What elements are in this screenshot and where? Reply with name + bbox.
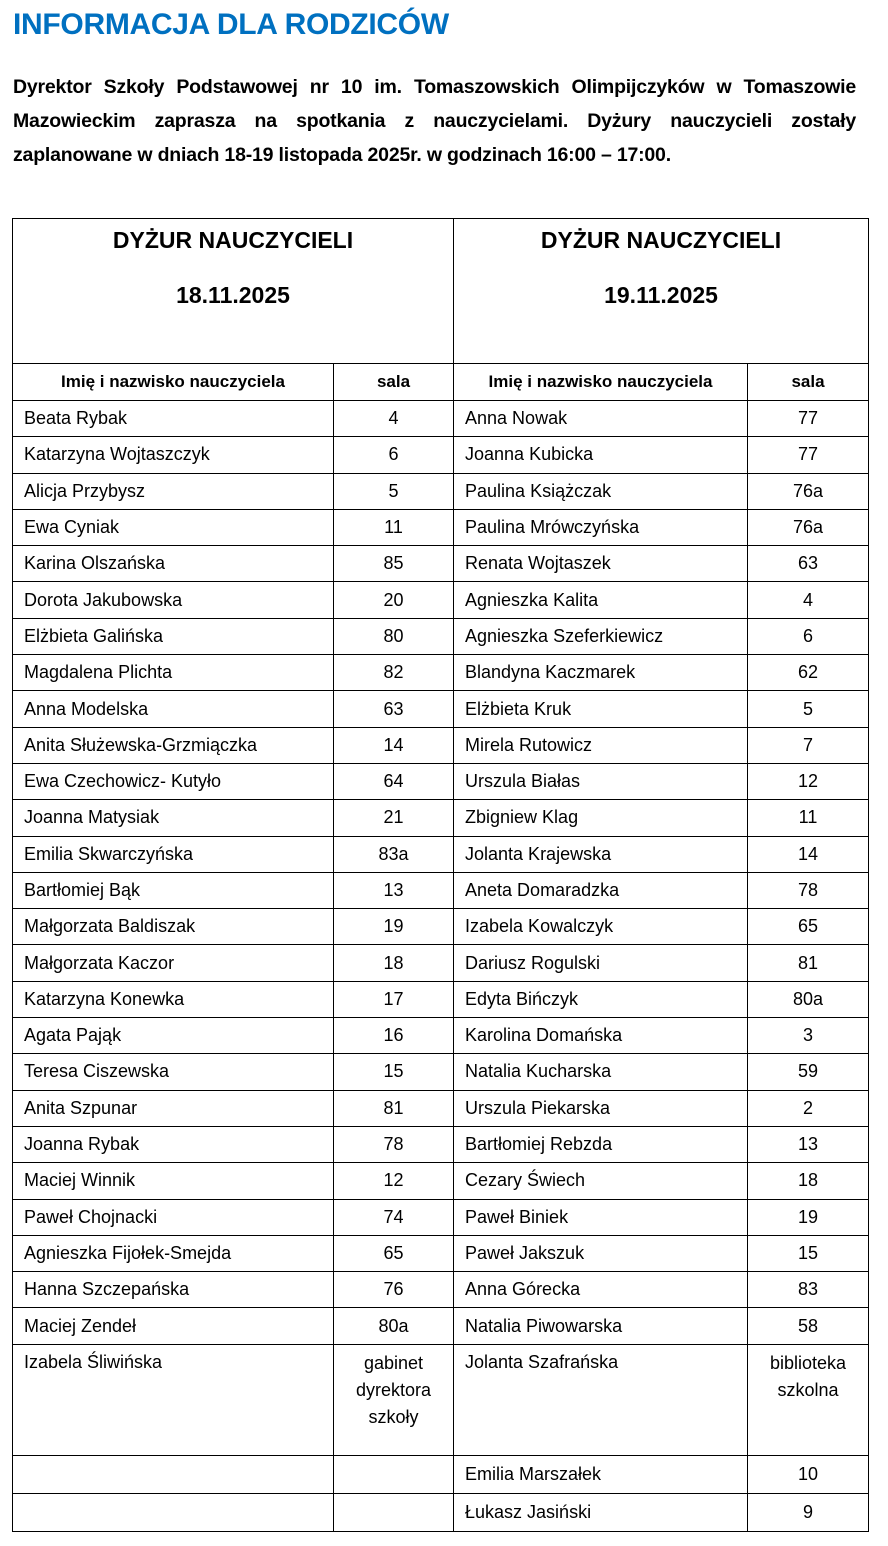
teacher-name-day1: Agnieszka Fijołek-Smejda xyxy=(13,1235,334,1271)
teacher-name-day2: Renata Wojtaszek xyxy=(454,546,748,582)
room-day1: 17 xyxy=(334,981,454,1017)
table-row xyxy=(13,800,869,836)
teacher-name-day2: Jolanta Krajewska xyxy=(454,836,748,872)
room-day1: 5 xyxy=(334,473,454,509)
table-row xyxy=(13,836,869,872)
room-line: dyrektora xyxy=(355,1379,432,1400)
room-day1: 63 xyxy=(334,691,454,727)
duty-schedule-table xyxy=(12,218,869,1532)
teacher-name-day2: Aneta Domaradzka xyxy=(454,872,748,908)
room-day2: 6 xyxy=(748,618,869,654)
teacher-name-day1 xyxy=(13,1493,334,1531)
room-day1: 80 xyxy=(334,618,454,654)
column-header-name: Imię i nazwisko nauczyciela xyxy=(454,364,748,401)
room-day2: 81 xyxy=(748,945,869,981)
table-row xyxy=(13,509,869,545)
table-row xyxy=(13,1235,869,1271)
room-day1 xyxy=(334,1493,454,1531)
teacher-name-day2: Agnieszka Szeferkiewicz xyxy=(454,618,748,654)
day-heading: DYŻUR NAUCZYCIELI xyxy=(540,227,782,253)
teacher-name-day1: Paweł Chojnacki xyxy=(13,1199,334,1235)
teacher-name-day1: Dorota Jakubowska xyxy=(13,582,334,618)
room-line: biblioteka xyxy=(769,1352,847,1373)
teacher-name-day1: Beata Rybak xyxy=(13,401,334,437)
room-day1: 81 xyxy=(334,1090,454,1126)
room-day2: 9 xyxy=(748,1493,869,1531)
room-day2: 80a xyxy=(748,981,869,1017)
room-day2: 76a xyxy=(748,473,869,509)
day-header-1 xyxy=(13,219,454,364)
teacher-name-day1: Maciej Zendeł xyxy=(13,1308,334,1344)
room-day1: 82 xyxy=(334,655,454,691)
intro-paragraph: Dyrektor Szkoły Podstawowej nr 10 im. Tomaszowskich Olimpijczyków w Tomaszowie Mazowieckim zaprasza na spotkania z nauczycielami. Dyżury nauczycieli zostały zaplanowane w dniach 18-19 listopada 2025r. w godzinach 16:00 – 17:00. xyxy=(13,76,856,166)
teacher-name-day2: Edyta Bińczyk xyxy=(454,981,748,1017)
teacher-name-day1: Elżbieta Galińska xyxy=(13,618,334,654)
teacher-name-day1: Anna Modelska xyxy=(13,691,334,727)
table-row xyxy=(13,727,869,763)
room-day2 xyxy=(748,1344,869,1455)
room-line: szkoły xyxy=(368,1406,419,1427)
teacher-name-day1: Magdalena Plichta xyxy=(13,655,334,691)
room-day1: 20 xyxy=(334,582,454,618)
teacher-name-day1: Katarzyna Konewka xyxy=(13,981,334,1017)
table-row xyxy=(13,655,869,691)
teacher-name-day2: Łukasz Jasiński xyxy=(454,1493,748,1531)
day-date: 18.11.2025 xyxy=(176,282,290,308)
teacher-name-day2: Dariusz Rogulski xyxy=(454,945,748,981)
room-day1: 85 xyxy=(334,546,454,582)
table-row xyxy=(13,1090,869,1126)
teacher-name-day1: Małgorzata Baldiszak xyxy=(13,909,334,945)
room-day2: 19 xyxy=(748,1199,869,1235)
room-day2: 4 xyxy=(748,582,869,618)
room-day1 xyxy=(334,1455,454,1493)
room-day1: 14 xyxy=(334,727,454,763)
room-day1: 21 xyxy=(334,800,454,836)
room-day1: 11 xyxy=(334,509,454,545)
room-day1 xyxy=(334,1344,454,1455)
room-day2: 62 xyxy=(748,655,869,691)
teacher-name-day1: Karina Olszańska xyxy=(13,546,334,582)
teacher-name-day1: Emilia Skwarczyńska xyxy=(13,836,334,872)
teacher-name-day2: Natalia Kucharska xyxy=(454,1054,748,1090)
column-header-name: Imię i nazwisko nauczyciela xyxy=(13,364,334,401)
table-row xyxy=(13,1272,869,1308)
room-day2: 11 xyxy=(748,800,869,836)
page-title: INFORMACJA DLA RODZICÓW xyxy=(13,8,449,41)
teacher-name-day1: Katarzyna Wojtaszczyk xyxy=(13,437,334,473)
table-row xyxy=(13,582,869,618)
table-row xyxy=(13,1199,869,1235)
room-day2: 77 xyxy=(748,401,869,437)
teacher-name-day2: Paulina Książczak xyxy=(454,473,748,509)
room-day2: 77 xyxy=(748,437,869,473)
table-row xyxy=(13,1126,869,1162)
teacher-name-day2: Blandyna Kaczmarek xyxy=(454,655,748,691)
room-day2: 59 xyxy=(748,1054,869,1090)
teacher-name-day2: Anna Górecka xyxy=(454,1272,748,1308)
day-heading: DYŻUR NAUCZYCIELI xyxy=(112,227,354,253)
table-row xyxy=(13,945,869,981)
table-row xyxy=(13,1344,869,1455)
room-day1: 64 xyxy=(334,763,454,799)
room-day1: 18 xyxy=(334,945,454,981)
table-row xyxy=(13,473,869,509)
day-header-row xyxy=(13,219,869,364)
room-day1: 80a xyxy=(334,1308,454,1344)
room-day1: 13 xyxy=(334,872,454,908)
day-date: 19.11.2025 xyxy=(604,282,718,308)
room-day1: 16 xyxy=(334,1018,454,1054)
teacher-name-day2: Mirela Rutowicz xyxy=(454,727,748,763)
teacher-name-day2: Zbigniew Klag xyxy=(454,800,748,836)
teacher-name-day2: Bartłomiej Rebzda xyxy=(454,1126,748,1162)
table-row xyxy=(13,1163,869,1199)
room-day2: 2 xyxy=(748,1090,869,1126)
teacher-name-day1: Bartłomiej Bąk xyxy=(13,872,334,908)
table-row xyxy=(13,546,869,582)
room-day1: 76 xyxy=(334,1272,454,1308)
table-row xyxy=(13,437,869,473)
room-day1: 15 xyxy=(334,1054,454,1090)
teacher-name-day2: Joanna Kubicka xyxy=(454,437,748,473)
teacher-name-day2: Agnieszka Kalita xyxy=(454,582,748,618)
teacher-name-day1: Joanna Matysiak xyxy=(13,800,334,836)
room-day1: 83a xyxy=(334,836,454,872)
table-row xyxy=(13,618,869,654)
room-day2: 83 xyxy=(748,1272,869,1308)
table-row xyxy=(13,1308,869,1344)
teacher-name-day1: Teresa Ciszewska xyxy=(13,1054,334,1090)
table-row xyxy=(13,872,869,908)
room-day2: 18 xyxy=(748,1163,869,1199)
teacher-name-day2: Paweł Jakszuk xyxy=(454,1235,748,1271)
table-row xyxy=(13,1018,869,1054)
teacher-name-day2: Paulina Mrówczyńska xyxy=(454,509,748,545)
table-row xyxy=(13,981,869,1017)
room-day2: 15 xyxy=(748,1235,869,1271)
teacher-name-day2: Izabela Kowalczyk xyxy=(454,909,748,945)
room-day2: 65 xyxy=(748,909,869,945)
teacher-name-day1: Maciej Winnik xyxy=(13,1163,334,1199)
teacher-name-day2: Anna Nowak xyxy=(454,401,748,437)
room-day1: 12 xyxy=(334,1163,454,1199)
teacher-name-day1 xyxy=(13,1455,334,1493)
room-day2: 63 xyxy=(748,546,869,582)
teacher-name-day2: Urszula Piekarska xyxy=(454,1090,748,1126)
room-day2: 5 xyxy=(748,691,869,727)
teacher-name-day2: Natalia Piwowarska xyxy=(454,1308,748,1344)
room-day1: 74 xyxy=(334,1199,454,1235)
table-row xyxy=(13,1493,869,1531)
table-row xyxy=(13,401,869,437)
room-line: gabinet xyxy=(363,1352,424,1373)
teacher-name-day2: Karolina Domańska xyxy=(454,1018,748,1054)
column-header-room: sala xyxy=(334,364,454,401)
teacher-name-day1: Izabela Śliwińska xyxy=(13,1344,334,1455)
teacher-name-day2: Urszula Białas xyxy=(454,763,748,799)
column-header-room: sala xyxy=(748,364,869,401)
table-row xyxy=(13,1054,869,1090)
room-day2: 78 xyxy=(748,872,869,908)
day-header-2 xyxy=(454,219,869,364)
table-row xyxy=(13,763,869,799)
room-day2: 14 xyxy=(748,836,869,872)
teacher-name-day1: Ewa Cyniak xyxy=(13,509,334,545)
teacher-name-day1: Małgorzata Kaczor xyxy=(13,945,334,981)
teacher-name-day2: Paweł Biniek xyxy=(454,1199,748,1235)
column-header-row xyxy=(13,364,869,401)
teacher-name-day2: Cezary Świech xyxy=(454,1163,748,1199)
room-day2: 7 xyxy=(748,727,869,763)
room-day1: 65 xyxy=(334,1235,454,1271)
teacher-name-day1: Hanna Szczepańska xyxy=(13,1272,334,1308)
teacher-name-day1: Anita Szpunar xyxy=(13,1090,334,1126)
room-day2: 58 xyxy=(748,1308,869,1344)
room-day2: 13 xyxy=(748,1126,869,1162)
teacher-name-day1: Joanna Rybak xyxy=(13,1126,334,1162)
teacher-name-day1: Alicja Przybysz xyxy=(13,473,334,509)
teacher-name-day2: Emilia Marszałek xyxy=(454,1455,748,1493)
table-row xyxy=(13,691,869,727)
teacher-name-day1: Ewa Czechowicz- Kutyło xyxy=(13,763,334,799)
teacher-name-day1: Agata Pająk xyxy=(13,1018,334,1054)
room-day1: 6 xyxy=(334,437,454,473)
teacher-name-day2: Elżbieta Kruk xyxy=(454,691,748,727)
room-day2: 3 xyxy=(748,1018,869,1054)
teacher-name-day1: Anita Służewska-Grzmiączka xyxy=(13,727,334,763)
room-line: szkolna xyxy=(777,1379,839,1400)
room-day2: 76a xyxy=(748,509,869,545)
room-day2: 10 xyxy=(748,1455,869,1493)
table-row xyxy=(13,1455,869,1493)
room-day1: 19 xyxy=(334,909,454,945)
table-row xyxy=(13,909,869,945)
teacher-name-day2: Jolanta Szafrańska xyxy=(454,1344,748,1455)
room-day1: 78 xyxy=(334,1126,454,1162)
room-day1: 4 xyxy=(334,401,454,437)
room-day2: 12 xyxy=(748,763,869,799)
